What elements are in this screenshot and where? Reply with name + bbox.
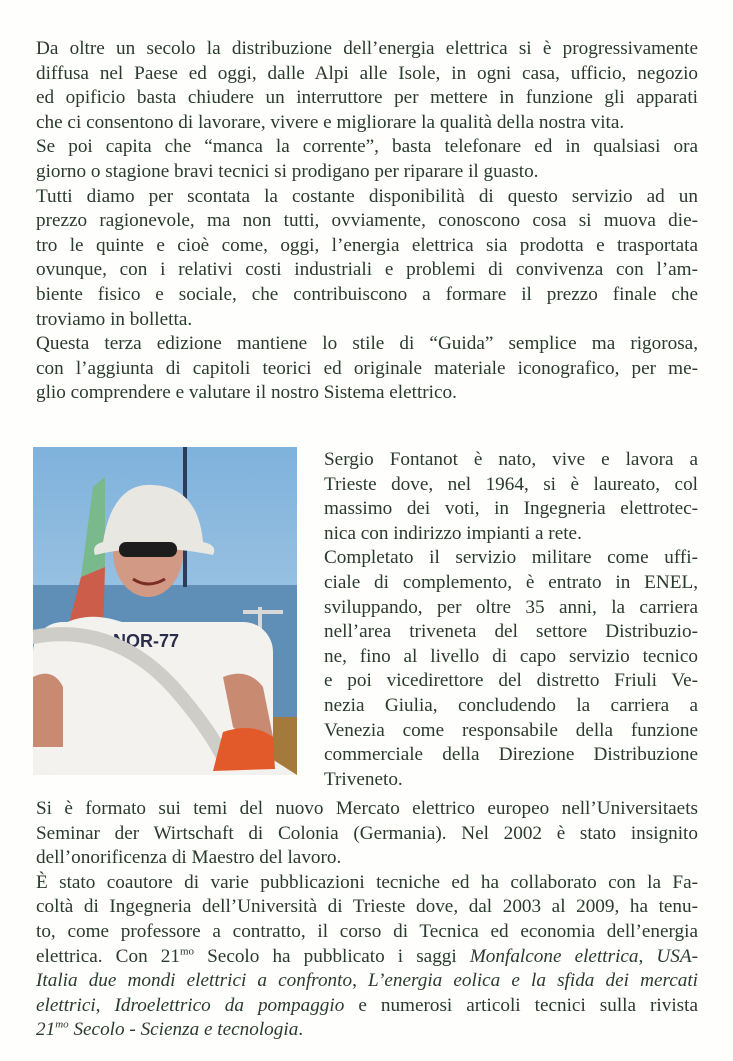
bio-line: commerciale della Direzione Distribuzione — [324, 744, 698, 766]
intro-line: diffusa nel Paese ed oggi, dalle Alpi alle Isole, in ogni casa, ufficio, negozio — [36, 62, 698, 84]
text: Secolo ha pubblicato i saggi — [194, 945, 470, 967]
bio-line: Sergio Fontanot è nato, vive e lavora a — [324, 449, 698, 470]
intro-line: Tutti diamo per scontata la costante disponibilità di questo servizio ad un — [36, 185, 698, 207]
magazine-title: Secolo - Scienza e tecnologia — [68, 1019, 299, 1041]
publications-line — [36, 994, 698, 1019]
intro-line: prezzo ragionevole, ma non tutti, ovviamente, conoscono cosa si muova die- — [36, 210, 698, 232]
intro-text — [36, 37, 698, 406]
bio-line: Si è formato sui temi del nuovo Mercato elettrico europeo nell’Universitaets — [36, 798, 698, 819]
intro-line: ovunque, con i relativi costi industriali e problemi di convivenza con l’am- — [36, 259, 698, 281]
intro-line: glio comprendere e valutare il nostro Sistema elettrico. — [36, 382, 457, 404]
text: e numerosi articoli tecnici sulla rivista — [344, 994, 698, 1016]
bio-line: Triveneto. — [324, 768, 403, 790]
intro-line: troviamo in bolletta. — [36, 308, 193, 330]
publications-line — [36, 969, 698, 994]
text: , — [638, 945, 657, 967]
bio-line: Venezia come responsabile della funzione — [324, 719, 698, 741]
bio-line: sviluppando, per oltre 35 anni, la carriera — [324, 596, 698, 618]
text: , — [352, 970, 368, 992]
publication-title: USA- — [656, 945, 698, 967]
bio-line: Completato il servizio militare come uffi- — [324, 547, 698, 569]
bio-line: nica con indirizzo impianti a rete. — [324, 522, 582, 544]
ordinal-suffix: mo — [179, 945, 195, 958]
bio-line: nell’area triveneta del settore Distribuzio- — [324, 621, 698, 643]
ordinal-suffix: mo — [55, 1018, 69, 1031]
intro-line: Se poi capita che “manca la corrente”, basta telefonare ed in qualsiasi ora — [36, 136, 698, 158]
author-photo — [33, 447, 297, 775]
text: . — [298, 1019, 304, 1041]
bio-line: coltà di Ingegneria dell’Università di Trieste dove, dal 2003 al 2009, ha tenu- — [36, 896, 698, 918]
publications-line — [36, 1018, 698, 1043]
intro-line: tro le quinte e cioè come, oggi, l’energia elettrica sia prodotta e trasportata — [36, 234, 698, 256]
text: , — [95, 994, 115, 1016]
bio-line: Trieste dove, nel 1964, si è laureato, col — [324, 473, 698, 495]
publication-title: Monfalcone elettrica — [469, 945, 639, 967]
bio-line: ciale di complemento, è entrato in ENEL, — [324, 571, 698, 593]
text: elettrica. Con 21 — [36, 945, 180, 967]
intro-line: ed opificio basta chiudere un interruttore per mettere in funzione gli apparati — [36, 87, 698, 109]
publication-title: Idroelettrico da pompaggio — [114, 994, 345, 1016]
shirt-text: NOR-77 — [113, 631, 180, 651]
bio-line: ne, fino al livello di capo servizio tecnico — [324, 645, 698, 667]
author-photo-image — [33, 447, 297, 775]
intro-line: giorno o stagione bravi tecnici si prodigano per riparare il guasto. — [36, 160, 539, 182]
bio-line: nezia Giulia, concludendo la carriera a — [324, 694, 698, 716]
text: 21 — [36, 1019, 56, 1041]
bio-bottom-text — [36, 797, 698, 1043]
intro-line: Da oltre un secolo la distribuzione dell’energia elettrica si è progressivamente — [36, 38, 698, 59]
intro-line: biente fisico e sociale, che contribuiscono a formare il prezzo finale che — [36, 283, 698, 305]
bio-line: Seminar der Wirtschaft di Colonia (Germania). Nel 2002 è stato insignito — [36, 822, 698, 844]
publication-title: L’energia eolica e la sfida dei mercati — [368, 970, 699, 992]
bio-line: to, come professore a contratto, il corso di Tecnica ed economia dell’energia — [36, 920, 698, 942]
bio-line: dell’onorificenza di Maestro del lavoro. — [36, 847, 342, 869]
publications-line — [36, 945, 698, 970]
intro-line: che ci consentono di lavorare, vivere e migliorare la qualità della nostra vita. — [36, 111, 625, 133]
publication-title: elettrici — [36, 994, 96, 1016]
bio-line: massimo dei voti, in Ingegneria elettrotec- — [324, 498, 698, 520]
intro-line: con l’aggiunta di capitoli teorici ed originale materiale iconografico, per me- — [36, 357, 698, 379]
publication-title: Italia due mondi elettrici a confronto — [36, 970, 353, 992]
intro-line: Questa terza edizione mantiene lo stile di “Guida” semplice ma rigorosa, — [36, 333, 698, 355]
bio-side-text — [324, 448, 698, 792]
bio-line: e poi vicedirettore del distretto Friuli Ve- — [324, 670, 698, 692]
bio-line: È stato coautore di varie pubblicazioni tecniche ed ha collaborato con la Fa- — [36, 871, 698, 893]
